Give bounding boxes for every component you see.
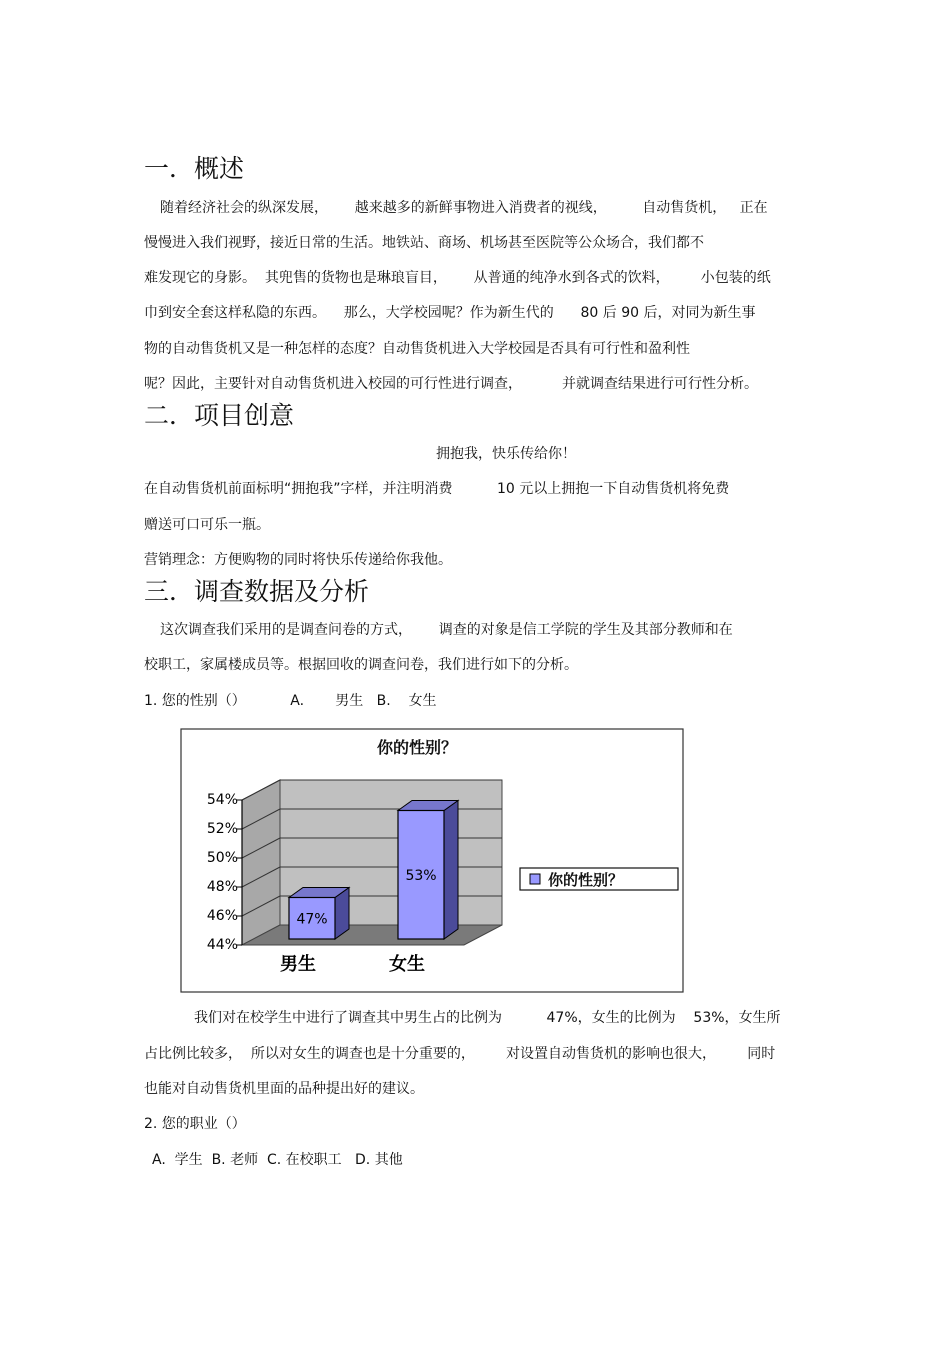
paragraph-line: 我们对在校学生中进行了调查其中男生占的比例为 47%，女生的比例为 53%，女生所 — [194, 1010, 781, 1026]
section-heading-idea: 二．项目创意 — [144, 401, 295, 430]
chart-title: 你的性别？ — [376, 738, 458, 757]
y-tick-label: 46% — [206, 908, 238, 924]
x-tick-label: 女生 — [389, 954, 425, 975]
y-tick-label: 54% — [206, 792, 238, 808]
legend-swatch — [530, 874, 540, 884]
data-label: 47% — [296, 911, 328, 928]
paragraph-line: 校职工，家属楼成员等。根据回收的调查问卷，我们进行如下的分析。 — [144, 657, 578, 673]
paragraph-line: 占比例比较多， 所以对女生的调查也是十分重要的， 对设置自动售货机的影响也很大， 同时 — [144, 1046, 776, 1062]
paragraph-line: 慢慢进入我们视野，接近日常的生活。地铁站、商场、机场甚至医院等公众场合，我们都不 — [144, 235, 704, 251]
y-tick-label: 44% — [206, 937, 238, 953]
paragraph-line: 营销理念：方便购物的同时将快乐传递给你我他。 — [144, 552, 452, 568]
y-tick-label: 50% — [206, 850, 238, 866]
data-label: 53% — [405, 867, 437, 884]
paragraph-line: 巾到安全套这样私隐的东西。 那么，大学校园呢？作为新生代的 80 后 90 后，对同为新生事 — [144, 305, 756, 321]
paragraph-line: 呢？因此，主要针对自动售货机进入校园的可行性进行调查， 并就调查结果进行可行性分析。 — [144, 376, 759, 392]
paragraph-line: 也能对自动售货机里面的品种提出好的建议。 — [144, 1081, 424, 1097]
legend-label: 你的性别？ — [548, 871, 624, 889]
question-occupation-options: A. 学生 B. 老师 C. 在校职工 D. 其他 — [152, 1152, 403, 1168]
section-heading-survey: 三．调查数据及分析 — [144, 577, 370, 606]
section-heading-overview: 一．概述 — [144, 154, 245, 183]
x-tick-label: 男生 — [280, 954, 316, 975]
bar-side — [444, 801, 458, 940]
paragraph-line: 在自动售货机前面标明“拥抱我”字样，并注明消费 10 元以上拥抱一下自动售货机将免费 — [144, 481, 730, 497]
chart-legend — [520, 868, 678, 890]
question-occupation: 2. 您的职业（） — [144, 1116, 246, 1132]
paragraph-line: 物的自动售货机又是一种怎样的态度？自动售货机进入大学校园是否具有可行性和盈利性 — [144, 341, 690, 357]
paragraph-line: 赠送可口可乐一瓶。 — [144, 517, 270, 533]
paragraph-line: 这次调查我们采用的是调查问卷的方式， 调查的对象是信工学院的学生及其部分教师和在 — [160, 622, 733, 638]
gender-bar-chart — [180, 728, 684, 993]
y-tick-label: 52% — [206, 821, 238, 837]
paragraph-line: 随着经济社会的纵深发展， 越来越多的新鲜事物进入消费者的视线， 自动售货机， 正在 — [160, 200, 768, 216]
question-gender: 1. 您的性别（） A. 男生 B. 女生 — [144, 693, 437, 709]
chart-side-wall — [242, 780, 280, 945]
paragraph-line: 难发现它的身影。 其兜售的货物也是琳琅盲目， 从普通的纯净水到各式的饮料， 小包装的纸 — [144, 270, 771, 286]
y-tick-label: 48% — [206, 879, 238, 895]
chart-floor — [242, 925, 502, 945]
slogan: 拥抱我，快乐传给你！ — [436, 446, 576, 462]
